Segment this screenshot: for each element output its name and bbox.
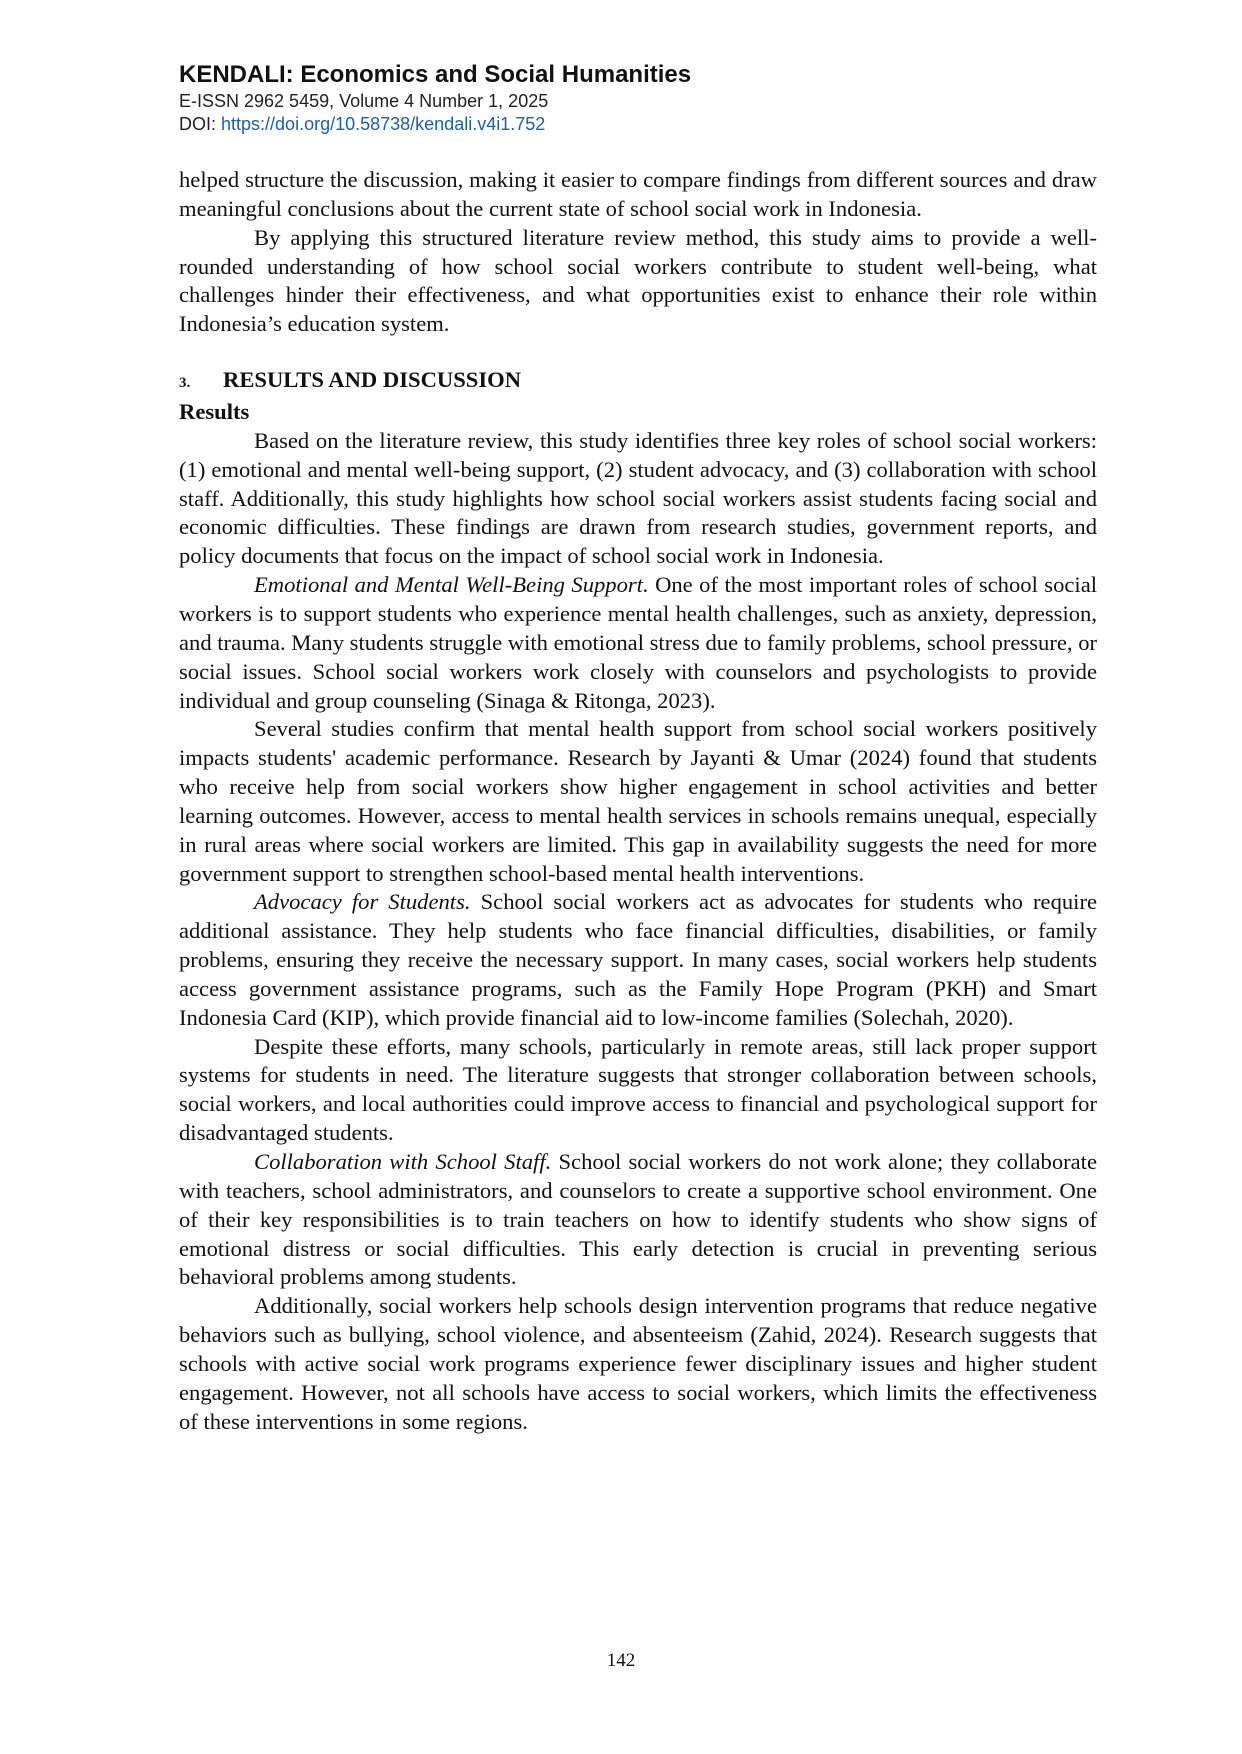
doi-line (179, 112, 1079, 136)
paragraph-emotional-support (179, 571, 1097, 715)
doi-label: DOI: (179, 114, 222, 134)
section-number: 3. (179, 375, 191, 392)
paragraph-lead-advocacy: Advocacy for Students. (254, 889, 471, 915)
paragraph-results-intro: Based on the literature review, this study identifies three key roles of school social workers: (1) emotional and mental well-being support, (2) student advocacy, and (3) collaboration with school staff. Additionally, this study highlights how school social workers assist students facing social and economic difficulties. These findings are drawn from research studies, government reports, and policy documents that focus on the impact of school social work in Indonesia. (179, 427, 1097, 569)
paragraph-lead-emotional: Emotional and Mental Well-Being Support. (254, 572, 649, 598)
paragraph-body-advocacy: School social workers act as advocates for students who require additional assistance. They help students who face financial difficulties, disabilities, or family problems, ensuring they receive the necessary support. In many cases, social workers help students access government assistance programs, such as the Family Hope Program (PKH) and Smart Indonesia Card (KIP), which provide financial aid to low-income families (Solechah, 2020). (179, 889, 1097, 1030)
journal-title: KENDALI: Economics and Social Humanities (179, 61, 692, 88)
issn-volume-line: E-ISSN 2962 5459, Volume 4 Number 1, 2025 (179, 91, 549, 111)
body-text (179, 166, 1097, 1436)
paragraph-mental-health-studies: Several studies confirm that mental health support from school social workers positively impacts students' academic performance. Research by Jayanti & Umar (2024) found that students who receive help from social workers show higher engagement in school activities and better learning outcomes. However, access to mental health services in schools remains unequal, especially in rural areas where social workers are limited. This gap in availability suggests the need for more government support to strengthen school-based mental health interventions. (179, 716, 1097, 886)
journal-header (179, 60, 1079, 136)
page-number: 142 (606, 1650, 636, 1671)
section-heading (179, 365, 1097, 398)
paragraph-lead-collaboration: Collaboration with School Staff. (254, 1149, 552, 1174)
paragraph-collaboration (179, 1148, 1097, 1292)
section-title: RESULTS AND DISCUSSION (223, 367, 522, 393)
paragraph-body-collaboration: School social workers do not work alone; they collaborate with teachers, school administrators, and counselors to create a supportive school environment. One of their key responsibilities is to train teachers on how to identify students who show signs of emotional distress or social difficulties. This early detection is crucial in preventing serious behavioral problems among students. (179, 1149, 1097, 1290)
paragraph-method-summary: By applying this structured literature review method, this study aims to provide a well-rounded understanding of how school social workers contribute to student well-being, what challenges hinder their effectiveness, and what opportunities exist to enhance their role within Indonesia’s education system. (179, 224, 1097, 337)
paragraph-intervention-programs: Additionally, social workers help schools design intervention programs that reduce negative behaviors such as bullying, school violence, and absenteeism (Zahid, 2024). Research suggests that schools with active social work programs experience fewer disciplinary issues and higher student engagement. However, not all schools have access to social workers, which limits the effectiveness of these interventions in some regions. (179, 1293, 1097, 1434)
paragraph-body-emotional: One of the most important roles of school social workers is to support students who experience mental health challenges, such as anxiety, depression, and trauma. Many students struggle with emotional stress due to family problems, school pressure, or social issues. School social workers work closely with counselors and psychologists to provide individual and group counseling (Sinaga & Ritonga, 2023). (179, 572, 1098, 713)
doi-link[interactable]: https://doi.org/10.58738/kendali.v4i1.752 (221, 114, 546, 134)
subheading-results: Results (179, 399, 250, 425)
paragraph-continuation: helped structure the discussion, making it easier to compare findings from different sources and draw meaningful conclusions about the current state of school social work in Indonesia. (179, 167, 1097, 221)
paragraph-advocacy (179, 888, 1097, 1032)
paragraph-remote-areas: Despite these efforts, many schools, particularly in remote areas, still lack proper support systems for students in need. The literature suggests that stronger collaboration between schools, social workers, and local authorities could improve access to financial and psychological support for disadvantaged students. (179, 1033, 1097, 1146)
